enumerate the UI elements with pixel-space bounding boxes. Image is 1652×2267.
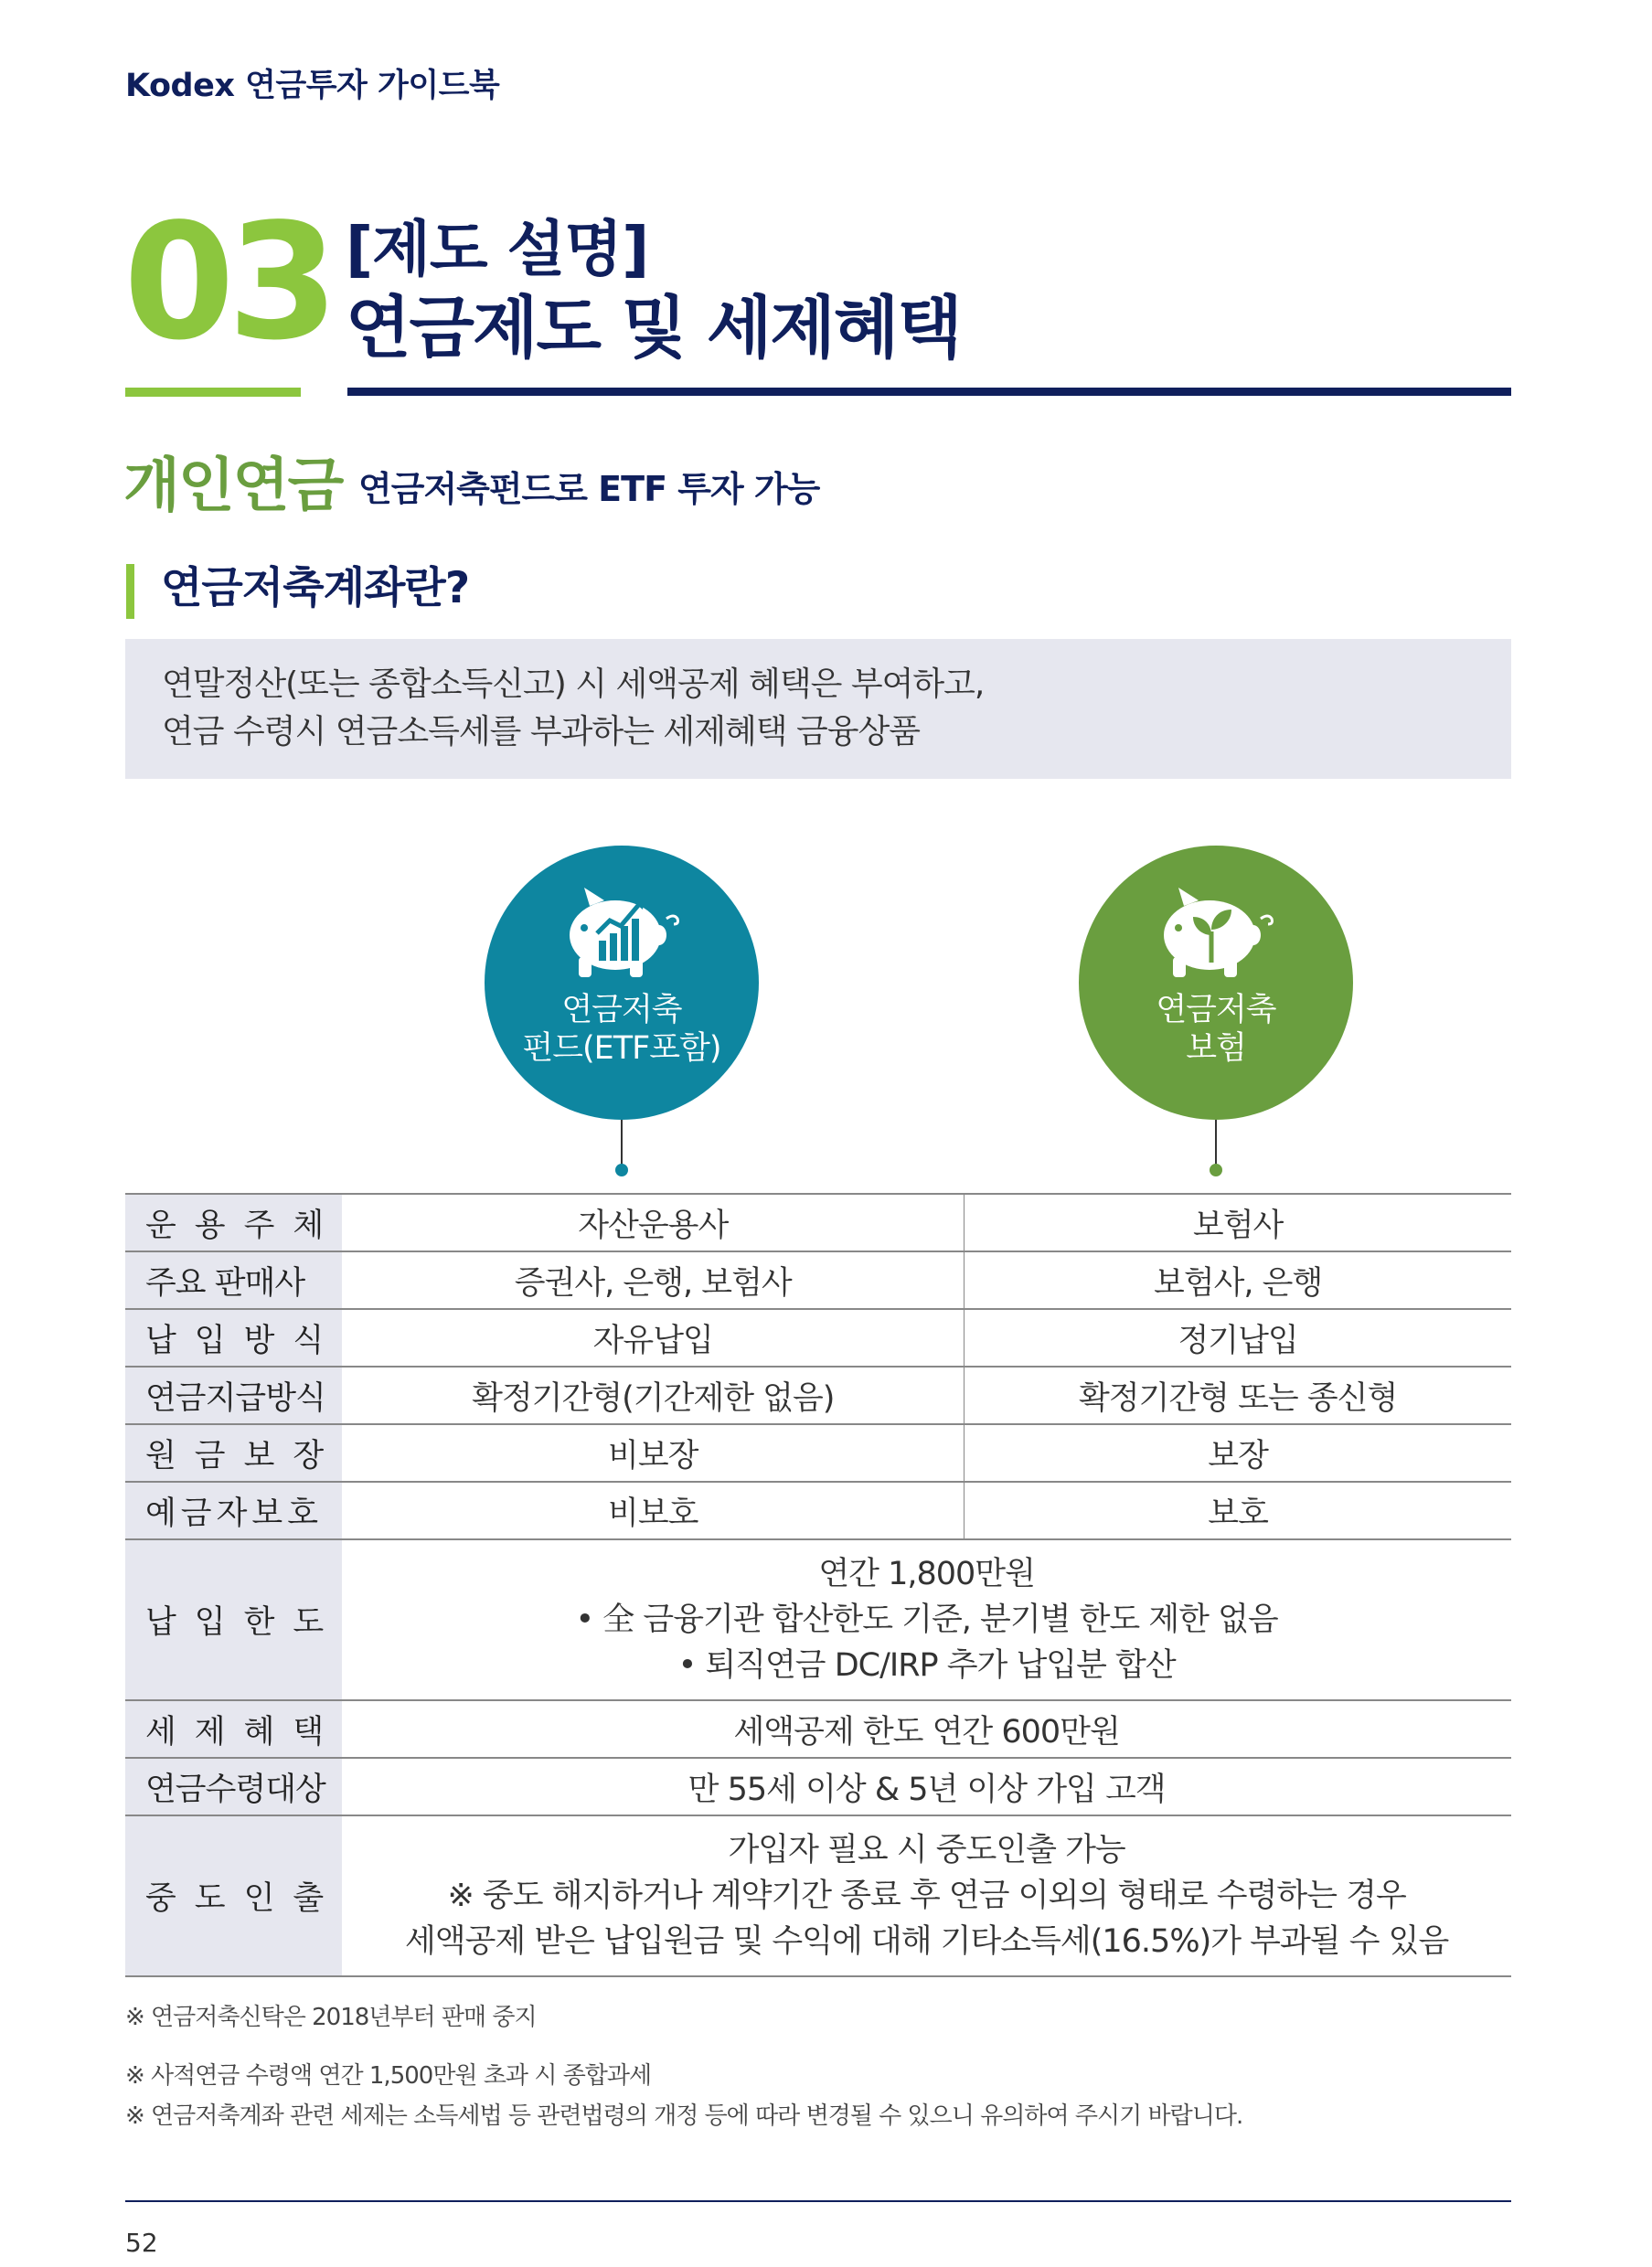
table-row [125, 1194, 1511, 1251]
piggy-bank-chart-icon [553, 882, 690, 983]
subsection-title: 연금저축계좌란? [161, 563, 470, 613]
tax-cell: 세액공제 한도 연간 600만원 [342, 1700, 1511, 1758]
fund-cell: 확정기간형(기간제한 없음) [342, 1367, 964, 1424]
insurance-connector-dot [1210, 1164, 1222, 1176]
insurance-cell: 보험사 [965, 1194, 1511, 1251]
row-label: 납입한도 [125, 1539, 342, 1700]
comparison-table [125, 1193, 1511, 1977]
chapter-underline-navy [347, 388, 1511, 396]
fund-label-line1: 연금저축 [561, 992, 682, 1028]
fund-product-circle [485, 846, 759, 1120]
row-label: 연금수령대상 [125, 1758, 342, 1815]
chapter-title-line1: [제도 설명] [346, 214, 649, 284]
table-row [125, 1367, 1511, 1424]
table-row-limit [125, 1539, 1511, 1700]
insurance-cell: 보호 [965, 1482, 1511, 1539]
footnote-1: ※ 연금저축신탁은 2018년부터 판매 중지 [125, 2004, 537, 2031]
table-row [125, 1251, 1511, 1309]
row-label: 연금지급방식 [125, 1367, 342, 1424]
limit-line-1: 연간 1,800만원 [818, 1556, 1035, 1592]
row-label: 납입방식 [125, 1309, 342, 1367]
fund-connector-dot [615, 1164, 628, 1176]
fund-cell: 증권사, 은행, 보험사 [342, 1251, 964, 1309]
withdrawal-line-2: ※ 중도 해지하거나 계약기간 종료 후 연금 이외의 형태로 수령하는 경우 [447, 1878, 1406, 1914]
fund-cell: 비보장 [342, 1424, 964, 1482]
chapter-underline-green [125, 388, 301, 397]
table-row-withdrawal [125, 1815, 1511, 1976]
insurance-cell: 정기납입 [965, 1309, 1511, 1367]
footnote-2: ※ 사적연금 수령액 연간 1,500만원 초과 시 종합과세 [125, 2062, 652, 2090]
row-label: 운용주체 [125, 1194, 342, 1251]
row-label: 주요 판매사 [125, 1251, 342, 1309]
table-row [125, 1424, 1511, 1482]
table-row [125, 1482, 1511, 1539]
row-label: 예금자보호 [125, 1482, 342, 1539]
insurance-connector-line [1215, 1120, 1217, 1165]
row-label: 원금보장 [125, 1424, 342, 1482]
insurance-label-line2: 보험 [1186, 1030, 1246, 1067]
limit-line-2: • 全 금융기관 합산한도 기준, 분기별 한도 제한 없음 [575, 1602, 1278, 1638]
table-row-eligibility [125, 1758, 1511, 1815]
page-number: 52 [125, 2228, 158, 2258]
section-title: 개인연금 [123, 452, 343, 520]
table-row-tax [125, 1700, 1511, 1758]
insurance-product-circle [1079, 846, 1353, 1120]
fund-label-line2: 펀드(ETF포함) [522, 1030, 721, 1067]
section-subtitle: 연금저축펀드로 ETF 투자 가능 [358, 469, 820, 509]
definition-box [125, 639, 1511, 779]
eligibility-cell: 만 55세 이상 & 5년 이상 가입 고객 [342, 1758, 1511, 1815]
running-header: Kodex 연금투자 가이드북 [125, 68, 500, 104]
chapter-number: 03 [123, 190, 332, 376]
footnote-3: ※ 연금저축계좌 관련 세제는 소득세법 등 관련법령의 개정 등에 따라 변경될 수 있으니 유의하여 주시기 바랍니다. [125, 2102, 1243, 2130]
definition-line-1: 연말정산(또는 종합소득신고) 시 세액공제 혜택은 부여하고, [162, 665, 985, 703]
footer-divider [125, 2200, 1511, 2202]
row-label: 중도인출 [125, 1815, 342, 1976]
insurance-cell: 확정기간형 또는 종신형 [965, 1367, 1511, 1424]
limit-cell [342, 1539, 1511, 1700]
insurance-label-line1: 연금저축 [1156, 992, 1276, 1028]
limit-line-3: • 퇴직연금 DC/IRP 추가 납입분 합산 [677, 1647, 1176, 1684]
definition-line-2: 연금 수령시 연금소득세를 부과하는 세제혜택 금융상품 [162, 713, 921, 750]
withdrawal-line-1: 가입자 필요 시 중도인출 가능 [728, 1832, 1125, 1868]
chapter-title-line2: 연금제도 및 세제혜택 [346, 289, 961, 367]
subsection-marker [126, 564, 134, 619]
insurance-cell: 보장 [965, 1424, 1511, 1482]
withdrawal-cell [342, 1815, 1511, 1976]
fund-cell: 자유납입 [342, 1309, 964, 1367]
table-row [125, 1309, 1511, 1367]
fund-cell: 자산운용사 [342, 1194, 964, 1251]
fund-connector-line [621, 1120, 623, 1165]
piggy-bank-sprout-icon [1147, 882, 1284, 983]
row-label: 세제혜택 [125, 1700, 342, 1758]
withdrawal-line-3: 세액공제 받은 납입원금 및 수익에 대해 기타소득세(16.5%)가 부과될 수 있음 [404, 1923, 1449, 1960]
fund-cell: 비보호 [342, 1482, 964, 1539]
insurance-cell: 보험사, 은행 [965, 1251, 1511, 1309]
